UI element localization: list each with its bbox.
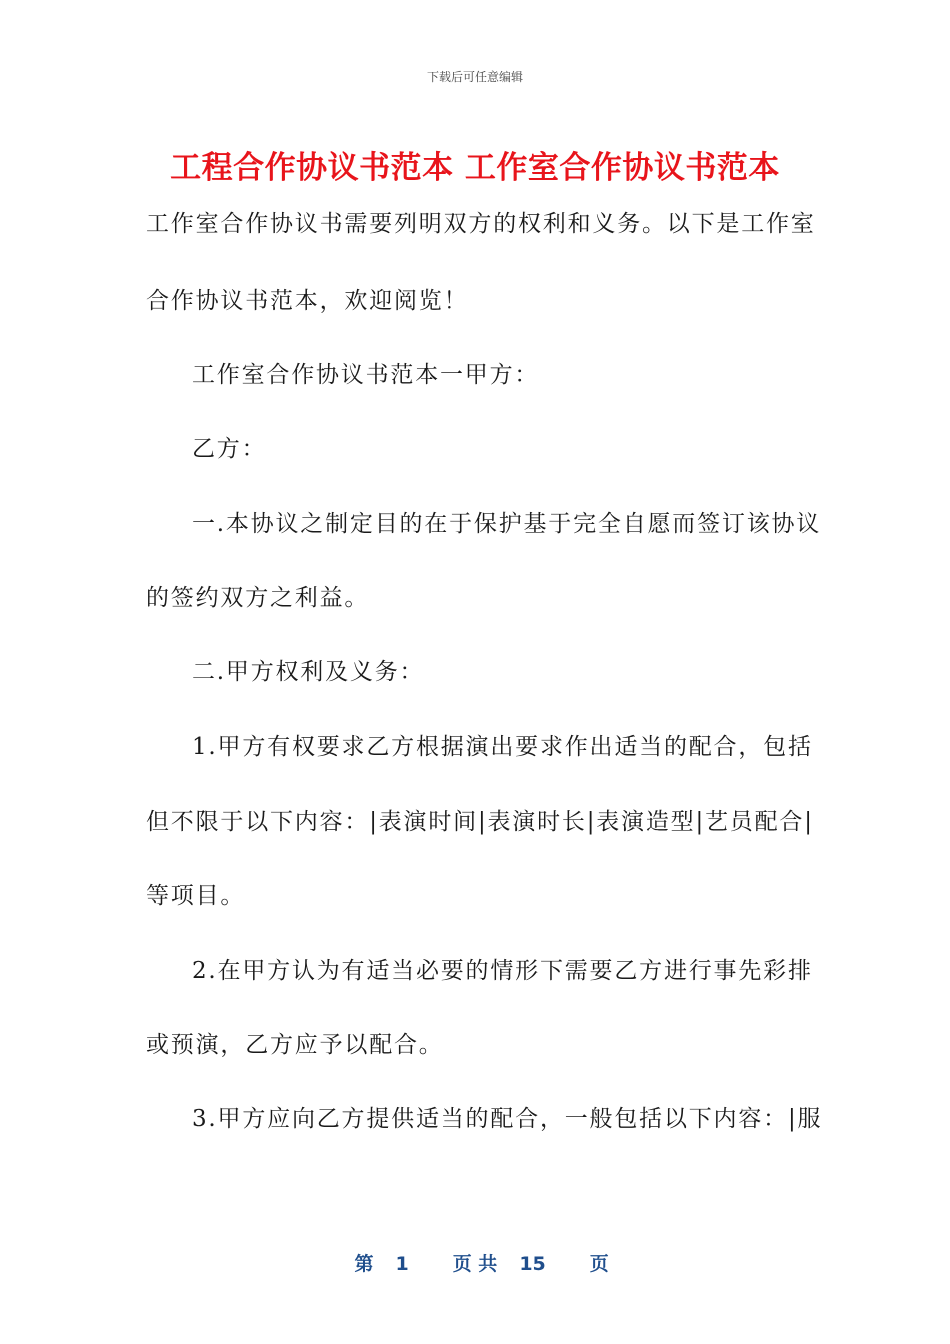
body-line-1: 工作室合作协议书需要列明双方的权利和义务。以下是工作室 xyxy=(146,211,816,237)
body-line-8: 1.甲方有权要求乙方根据演出要求作出适当的配合，包括 xyxy=(192,734,813,760)
body-line-9: 但不限于以下内容：|表演时间|表演时长|表演造型|艺员配合| xyxy=(146,809,814,835)
body-line-5: 一.本协议之制定目的在于保护基于完全自愿而签订该协议 xyxy=(192,511,822,537)
document-title: 工程合作协议书范本 工作室合作协议书范本 xyxy=(170,150,780,186)
body-line-11: 2.在甲方认为有适当必要的情形下需要乙方进行事先彩排 xyxy=(192,958,813,984)
page-footer xyxy=(0,1227,950,1276)
footer-suffix: 页 xyxy=(589,1253,609,1275)
total-pages-number: 15 xyxy=(519,1253,546,1275)
body-line-12: 或预演，乙方应予以配合。 xyxy=(146,1032,444,1058)
body-line-13: 3.甲方应向乙方提供适当的配合，一般包括以下内容：|服 xyxy=(192,1106,823,1132)
footer-middle: 页 共 xyxy=(452,1253,498,1275)
body-line-3: 工作室合作协议书范本一甲方： xyxy=(192,362,540,388)
body-line-6: 的签约双方之利益。 xyxy=(146,585,370,611)
header-note: 下载后可任意编辑 xyxy=(426,70,523,84)
current-page-number: 1 xyxy=(395,1253,409,1275)
footer-prefix: 第 xyxy=(354,1253,374,1275)
body-line-7: 二.甲方权利及义务： xyxy=(192,659,425,685)
body-line-4: 乙方： xyxy=(192,436,267,462)
body-line-10: 等项目。 xyxy=(146,883,246,909)
body-line-2: 合作协议书范本，欢迎阅览！ xyxy=(146,288,469,314)
